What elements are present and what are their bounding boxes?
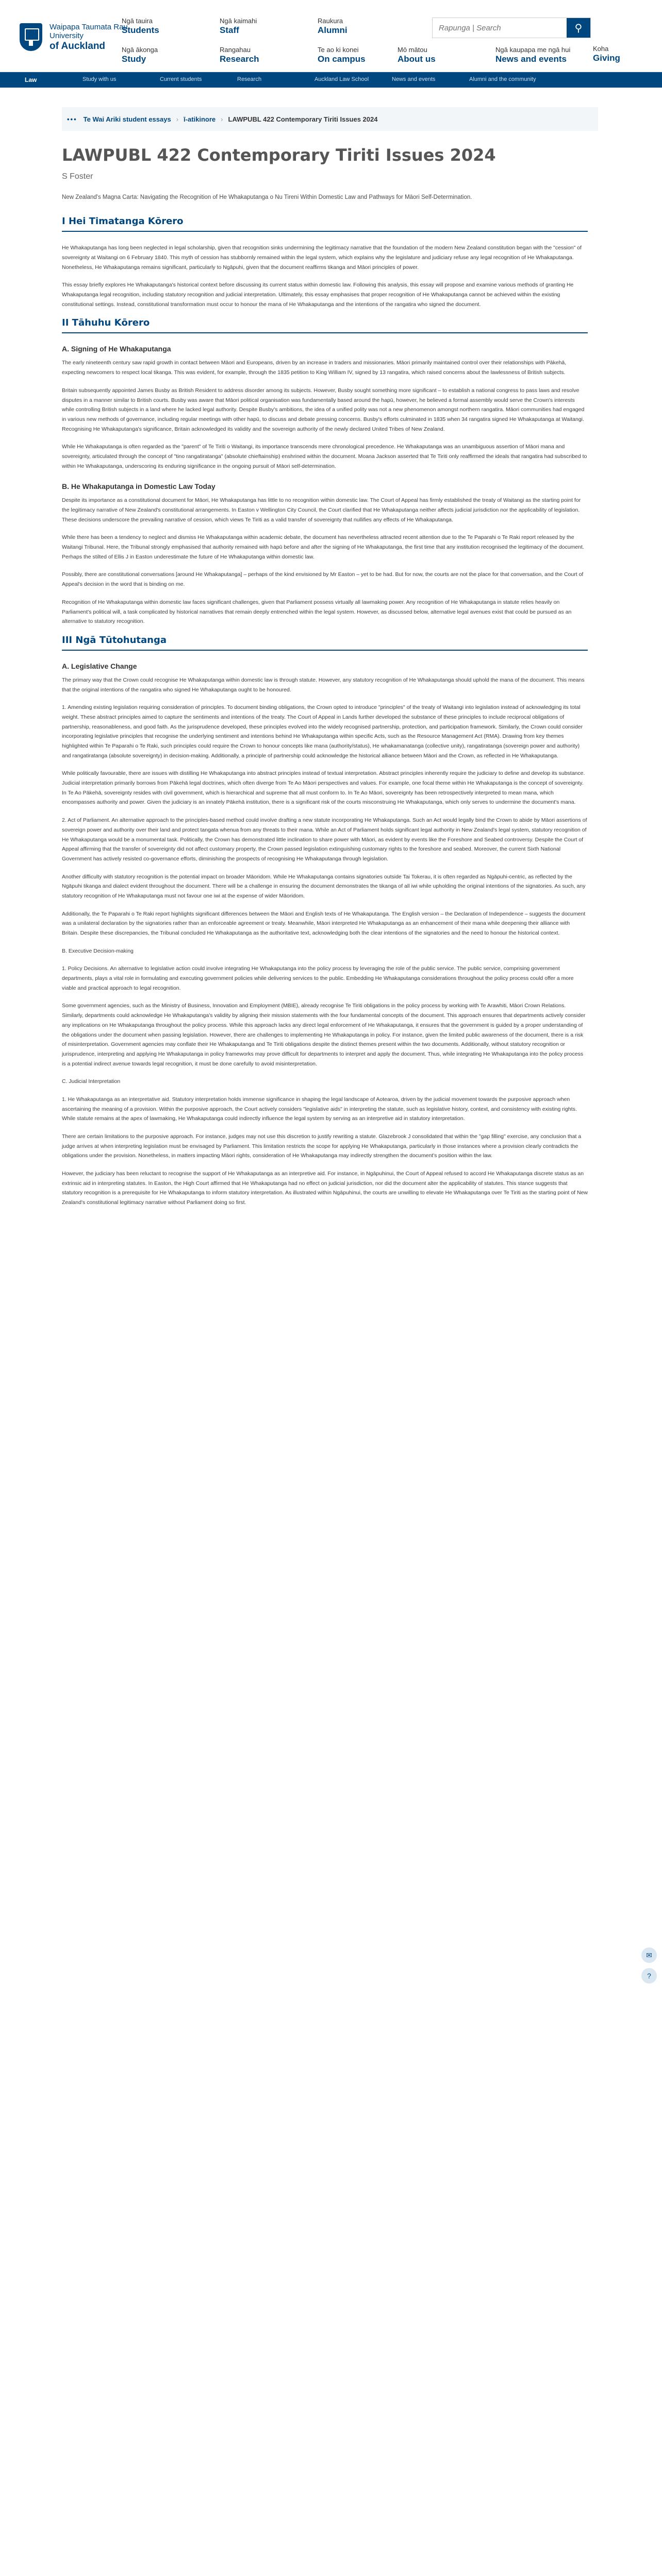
breadcrumb-current: LAWPUBL 422 Contemporary Tiriti Issues 2024 (228, 115, 378, 123)
paragraph: There are certain limitations to the purposive approach. For instance, judges may not use this discretion to justify rewriting a statute. Glazebrook J consolidated that within the "gap filling" exercise, any conclusion that a judge arrives at when interpreting legislation must be envisaged by Parliament. This limitation restricts the scope for applying He Whakaputanga, particularly in those instances where a provision clearly contradicts the obligations under the provision. Nonetheless, in matters impacting Māori rights, consideration of He Whakaputanga may indirectly strengthen the document's position within the law. (62, 1133, 582, 1159)
nav-study[interactable]: Ngā ākonga Study (122, 46, 158, 64)
paragraph: While He Whakaputanga is often regarded as the "parent" of Te Tiriti o Waitangi, its importance transcends mere chronological precedence. He Whakaputanga was an unambiguous assertion of Māori mana and sovereignty, articulated through the concept of "tino rangatiratanga" (absolute chieftainship) enshrined within the document. Moana Jackson asserted that Te Tiriti only reaffirmed the ideals that rangatira had subscribed to within He Whakaputanga, underscoring its enduring significance in the ongoing pursuit of Māori self-determination. (62, 444, 587, 469)
subnav-research[interactable]: Research (237, 76, 262, 82)
breadcrumb-item[interactable]: ī-atikinore (184, 115, 216, 123)
paragraph: While there has been a tendency to neglect and dismiss He Whakaputanga within academic debate, the document has nevertheless attracted recent attention due to the Te Paparahi o Te Raki report released by the Waitangi Tribunal. Here, the Tribunal strongly emphasised that authority remained with hapū before and after the signing of He Whakaputanga, the first time that any institution recognised the legitimacy of the document. Perhaps the stilted of Ellis J in Easton underestimate the future of He Whakaputanga within domestic law. (62, 534, 584, 560)
breadcrumb-more-icon[interactable]: ••• (67, 115, 77, 123)
paragraph: 1. Policy Decisions. An alternative to legislative action could involve integrating He Whakaputanga into the policy process by leveraging the role of the public service. The public service, comprising government departments, plays a vital role in formulating and executing government policies while delivering services to the public. Embedding He Whakaputanga considerations throughout the policy process could offer a more viable and practical approach to legal recognition. (62, 965, 574, 991)
nav-on-campus[interactable]: Te ao ki konei On campus (318, 46, 366, 64)
breadcrumb-item[interactable]: Te Wai Ariki student essays (83, 115, 171, 123)
paragraph: C. Judicial Interpretation (62, 1078, 121, 1085)
paragraph: 2. Act of Parliament. An alternative approach to the principles-based method could involve drafting a new statute incorporating He Whakaputanga. Such an Act would legally bind the Crown to abide by Māori assertions of sovereign power and authority over their land and protect tangata whenua from any threats to their mana. While an Act of Parliament holds significant legal authority in New Zealand's legal system, statutory recognition of He Whakaputanga would be a monumental task. Politically, the Crown has demonstrated little inclination to share power with Māori, as evident by events like the Foreshore and Seabed controversy. Despite the Court of Appeal affirming that the transfer of sovereignty did not affect customary property, the Crown passed legislation extinguishing customary rights to the foreshore and seabed. Moreover, the current Sixth National Government has actively resisted co-governance efforts, diminishing the prospects of recognising He Whakaputanga through legislation. (62, 817, 587, 862)
nav-alumni[interactable]: Raukura Alumni (318, 17, 347, 35)
subnav-current-students[interactable]: Current students (160, 76, 202, 82)
breadcrumb-separator-icon: › (176, 115, 179, 123)
paragraph: He Whakaputanga has long been neglected in legal scholarship, given that recognition sinks undermining the legitimacy narrative that the foundation of the modern New Zealand constitution began with the "cession" of sovereignty at Waitangi on 6 February 1840. This myth of cession has stubbornly remained within the legal system, which explains why the legislature and judiciary refuse any legal recognition of He Whakaputanga. Nonetheless, He Whakaputanga remains significant, particularly to Ngāpuhi, given that the document reaffirms tikanga and Māori principles of power. (62, 245, 582, 270)
subnav-news[interactable]: News and events (392, 76, 436, 82)
paragraph: 1. Amending existing legislation requiring consideration of principles. To document binding obligations, the Crown opted to introduce "principles" of the treaty of Waitangi into legislation instead of acknowledging its total weight. These abstract principles aimed to capture the sentiments and intentions of the treaty. The Court of Appeal in Lands further developed the substance of these principles to include reciprocal obligations of partnership, reasonableness, and good faith. As the jurisprudence developed, these principles evolved into the widely recognised partnership, protection, and participation framework. Similarly, the Crown could consider incorporating legislative principles that recognise the underlying sentiment and intentions behind He Whakaputanga within specific Acts, such as the Resource Management Act (RMA). Drawing from key themes highlighted within Te Paparahi o Te Raki, such principles could require the Crown to honour concepts like mana (authority/status), He whakamanatanga (collective unity), rangatiratanga (sovereign power and authority) and rangatiratanga (absolute sovereignty) in decision-making. Additionally, a principle of partnership could acknowledge the historical alliance between Māori and the Crown, as reflected in He Whakaputanga. (62, 704, 583, 759)
help-icon[interactable]: ? (641, 1968, 657, 1984)
nav-staff[interactable]: Ngā kaimahi Staff (220, 17, 257, 35)
nav-about-us[interactable]: Mō mātou About us (398, 46, 436, 64)
logo-line1: Waipapa Taumata Rau (49, 23, 128, 31)
search-button[interactable] (567, 18, 590, 38)
paragraph: 1. He Whakaputanga as an interpretative aid. Statutory interpretation holds immense significance in shaping the legal landscape of Aotearoa, driven by the judicial movement towards the purposive approach when ascertaining the meaning of a provision. Within the purposive approach, the Court actively considers "legislative aids" in interpreting the statute, such as legislative history, context, and consistency with existing rights. While statute remains at the apex of lawmaking, He Whakaputanga could indirectly influence the legal system by serving as an interpretive aid in statutory interpretation. (62, 1096, 577, 1122)
subnav-law-school[interactable]: Auckland Law School (315, 76, 369, 82)
nav-students[interactable]: Ngā tauira Students (122, 17, 159, 35)
paragraph: The early nineteenth century saw rapid growth in contact between Māori and Europeans, driven by an increase in traders and missionaries. Māori primarily maintained control over their relationships with Pākehā, expecting newcomers to respect local tikanga. This was evident, for example, through the 1835 petition to King William IV, signed by 13 rangatira, which raised concerns about the lawlessness of British subjects. (62, 360, 567, 376)
paragraph: Some government agencies, such as the Ministry of Business, Innovation and Employment (MBIE), already recognise Te Tiriti obligations in the policy process by working with Te Arawhiti, Māori Crown Relations. Similarly, departments could acknowledge He Whakaputanga's validity by aligning their mission statements with the four fundamental concepts of the document. This approach ensures that departments actively consider any implications on He Whakaputanga throughout the policy process. While this approach lacks any direct legal enforcement of He Whakaputanga, it ensures that the government is guided by a proper understanding of the obligations under the document when passing legislation. However, there are challenges to implementing He Whakaputanga in policy. For instance, given the limited public awareness of the document, there is a risk of misinterpretation. Government agencies may conflate their He Whakaputanga and Te Tiriti obligations despite the distinct themes present within the two documents. Additionally, without statutory recognition or jurisprudence, interpreting and applying He Whakaputanga in policy frameworks may prove difficult for departments to interpret and apply the document. Thus, while integrating He Whakaputanga into the policy process is a potential indirect avenue towards legal recognition, it must be done carefully to avoid misinterpretation. (62, 1003, 586, 1067)
page-title: LAWPUBL 422 Contemporary Tiriti Issues 2024 (62, 145, 496, 165)
site-header (0, 0, 662, 72)
subnav-study[interactable]: Study with us (82, 76, 117, 82)
paragraph: However, the judiciary has been reluctant to recognise the support of He Whakaputanga as an interpretive aid. For instance, in Ngāpuhinui, the Court of Appeal refused to accord He Whakaputanga discrete status as an extrinsic aid in interpreting statutes. In Easton, the High Court affirmed that He Whakaputanga had no effect on judicial jurisdiction, nor did the document alter the applicability of statutes. This stance suggests that statutory recognition is a prerequisite for He Whakaputanga to inform statutory interpretation. As illustrated within Ngāpuhinui, the courts are unwilling to elevate He Whakaputanga over Te Tiriti as the starting point of New Zealand's constitutional legitimacy narrative without Parliament doing so first. (62, 1171, 588, 1206)
paragraph: Another difficulty with statutory recognition is the potential impact on broader Māoridom. While He Whakaputanga contains signatories outside Tai Tokerau, it is often regarded as Ngāpuhi-centric, as reflected by the Ngāpuhi tikanga and dialect evident throughout the document. There will be a challenge in ensuring the document demonstrates the tikanga of all iwi while upholding the original intentions of the signatories. As such, any statutory recognition of He Whakaputanga must not favour one iwi at the expense of wider Māoridom. (62, 873, 586, 899)
paragraph: Additionally, the Te Paparahi o Te Raki report highlights significant differences between the Māori and English texts of He Whakaputanga. The English version – the Declaration of Independence – suggests the document was a unilateral declaration by the signatories rather than an enforceable agreement or treaty. Meanwhile, Māori interpreted He Whakaputanga as an enhancement of their mana while deepening their alliance with Britain. Despite these discrepancies, the Tribunal concluded He Whakaputanga as the authoritative text, acknowledging both the clear intentions of the signatories and the need to honour the historical context. (62, 910, 586, 937)
subsection-heading: A. Legislative Change (62, 662, 137, 670)
section-heading: III Ngā Tūtohutanga (62, 635, 588, 651)
section-heading: I Hei Timatanga Kōrero (62, 216, 588, 232)
section-heading: II Tāhuhu Kōrero (62, 317, 588, 333)
article-body (62, 145, 588, 1216)
nav-research[interactable]: Rangahau Research (220, 46, 259, 64)
logo-line3: of Auckland (49, 40, 106, 52)
subnav-alumni[interactable]: Alumni and the community (469, 76, 536, 82)
search-box (432, 18, 591, 38)
university-logo[interactable] (20, 23, 128, 52)
paragraph: While politically favourable, there are issues with distilling He Whakaputanga into abstract principles instead of textual interpretation. Abstract principles inherently require the judiciary to define and develop its substance. Judicial interpretation primarily borrows from Pākehā legal doctrines, which often diverge from Te Ao Māori perspectives and values. For example, one focal theme within He Whakaputanga is the concept of sovereignty. In Te Ao Pākehā, sovereignty resides with civil government, which is hierarchical and supreme that all must conform to. In Te Ao Māori, sovereignty has been retrospectively interpreted to mean mana, which encompasses authority and power. Given the judiciary is an innately Pākehā institution, there is a significant risk of the courts misconstruing He Whakaputanga, which only serves to undermine the document's mana. (62, 770, 585, 806)
search-input[interactable] (433, 18, 567, 38)
chat-icon[interactable]: ✉ (641, 1947, 657, 1963)
paragraph: The primary way that the Crown could recognise He Whakaputanga within domestic law is through statute. However, any statutory recognition of He Whakaputanga should uphold the mana of the document. This means that the original intentions of the rangatira who signed He Whakaputanga ought to be honoured. (62, 676, 585, 693)
breadcrumb (62, 107, 598, 131)
nav-news-events[interactable]: Ngā kaupapa me ngā hui News and events (495, 46, 571, 64)
nav-giving[interactable]: Koha Giving (593, 45, 620, 63)
subsection-heading: A. Signing of He Whakaputanga (62, 345, 171, 353)
article-subtitle: New Zealand's Magna Carta: Navigating the Recognition of He Whakaputanga o Nu Tireni Within Domestic Law and Pathways for Māori Self-Determination. (62, 194, 472, 201)
subsection-heading: B. He Whakaputanga in Domestic Law Today (62, 482, 216, 491)
paragraph: Possibly, there are constitutional conversations [around He Whakaputanga] – perhaps of the kind envisioned by Mr Easton – yet to be had. But for now, the courts are not the place for that conversation, and the Court of Appeal's decision in the word that is binding on me. (62, 571, 584, 588)
paragraph: This essay briefly explores He Whakaputanga's historical context before discussing its current status within domestic law. Following this analysis, this essay will propose and examine various methods of granting He Whakaputanga legal recognition, including statutory recognition and judicial interpretation. Ultimately, this essay emphasises that proper recognition of He Whakaputanga cannot be achieved within the existing constitutional settings. Instead, constitutional transformation must occur to honour the mana of He Whakaputanga and the intentions of the rangatira who signed the document. (62, 282, 574, 308)
subnav-site-link[interactable]: Law (25, 76, 37, 83)
paragraph: Britain subsequently appointed James Busby as British Resident to address disorder among its subjects. However, Busby sought something more significant – to establish a national congress to pass laws and resolve disputes in a manner similar to British courts. Busby was aware that Māori political organisation was fundamentally based around the hapū, however, he believed a formal assembly would serve the Crown's interests while controlling British subjects in a land where he lacked legal authority. Despite Busby's ambitions, the idea of a unified polity was not a new phenomenon amongst northern rangatira. Māori communities had engaged in various new methods of governance, including regular meetings with other hapū, to discuss and debate pressing concerns. Busby's efforts culminated in 1835 when 34 rangatira signed He Whakaputanga at Waitangi. Recognising He Whakaputanga's significance, Britain acknowledged its validity and the sovereign authority of the newly declared United Tribes of New Zealand. (62, 387, 585, 432)
search-icon: ⚲ (574, 22, 583, 34)
sub-navigation (0, 72, 662, 88)
author: S Foster (62, 172, 93, 181)
paragraph: Despite its importance as a constitutional document for Māori, He Whakaputanga has little to no recognition within domestic law. The Court of Appeal has firmly established the treaty of Waitangi as the starting point for the legitimacy narrative of New Zealand's constitutional arrangements. In Easton v Wellington City Council, the Court clarified that He Whakaputanga neither affects judicial jurisdiction nor the applicability of legislation. These decisions underscore the prevailing narrative of cession, which views Te Tiriti as a valid transfer of sovereignty that nullifies any effects of He Whakaputanga. (62, 497, 581, 523)
paragraph: Recognition of He Whakaputanga within domestic law faces significant challenges, given that Parliament possess virtually all lawmaking power. Any recognition of He Whakaputanga in statute relies heavily on Parliament's political will, a task complicated by historical narratives that remain deeply entrenched within the legal system. However, as discussed below, alternative legal avenues exist that could be pursued as an alternative to statutory recognition. (62, 599, 572, 625)
crest-icon (20, 23, 42, 51)
breadcrumb-separator-icon: › (221, 115, 223, 123)
paragraph: B. Executive Decision-making (62, 947, 134, 954)
logo-line2: University (49, 31, 84, 41)
